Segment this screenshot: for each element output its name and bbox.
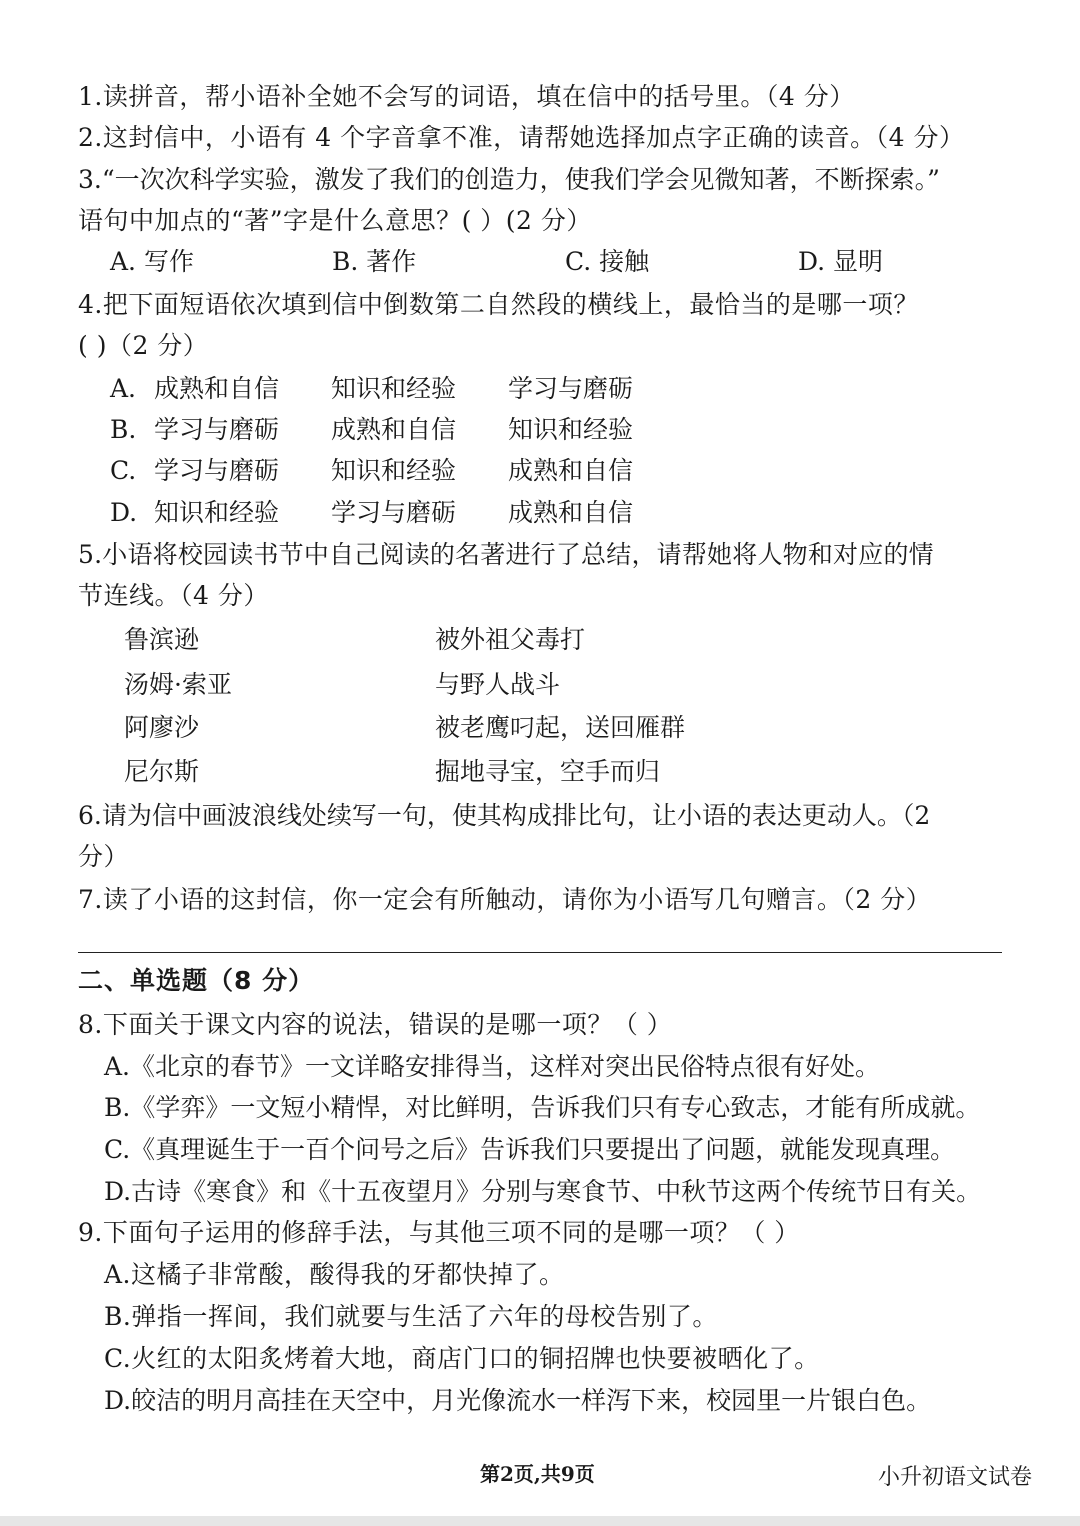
option-label: C. — [110, 456, 137, 485]
option-phrase: 学习与磨砺 — [508, 374, 634, 403]
match-plot: 被老鹰叼起，送回雁群 — [435, 713, 686, 742]
question-2: 2.这封信中，小语有 4 个字音拿不准，请帮她选择加点字正确的读音。（4 分） — [78, 123, 965, 152]
question-6-line2: 分） — [78, 842, 130, 871]
option-phrase: 学习与磨砺 — [154, 415, 280, 444]
match-plot: 掘地寻宝，空手而归 — [435, 757, 661, 786]
match-person: 鲁滨逊 — [124, 625, 200, 654]
option-phrase: 成熟和自信 — [508, 498, 634, 527]
option-phrase: 成熟和自信 — [508, 456, 634, 485]
option-label: A. — [110, 374, 137, 403]
option-phrase: 知识和经验 — [331, 374, 457, 403]
question-3-line1: 3.“一次次科学实验，激发了我们的创造力，使我们学会见微知著，不断探索。” — [78, 165, 940, 194]
option-phrase: 知识和经验 — [331, 456, 457, 485]
question-7: 7.读了小语的这封信，你一定会有所触动，请你为小语写几句赠言。（2 分） — [78, 885, 932, 914]
question-3-option-a: A. 写作 — [110, 247, 194, 276]
question-4-line1: 4.把下面短语依次填到信中倒数第二自然段的横线上，最恰当的是哪一项？ — [78, 290, 919, 319]
question-9-option-d: D.皎洁的明月高挂在天空中，月光像流水一样泻下来，校园里一片银白色。 — [104, 1386, 932, 1415]
question-8-option-c: C.《真理诞生于一百个问号之后》告诉我们只要提出了问题，就能发现真理。 — [104, 1135, 956, 1164]
question-8-option-d: D.古诗《寒食》和《十五夜望月》分别与寒食节、中秋节这两个传统节日有关。 — [104, 1177, 982, 1206]
question-3-option-d: D. 显明 — [798, 247, 884, 276]
question-9-option-a: A.这橘子非常酸，酸得我的牙都快掉了。 — [104, 1260, 565, 1289]
option-phrase: 成熟和自信 — [154, 374, 280, 403]
match-plot: 被外祖父毒打 — [435, 625, 586, 654]
option-phrase: 学习与磨砺 — [331, 498, 457, 527]
page-bottom-edge — [0, 1516, 1080, 1526]
question-8-option-a: A.《北京的春节》一文详略安排得当，这样对突出民俗特点很有好处。 — [104, 1052, 881, 1081]
question-5-line1: 5.小语将校园读书节中自己阅读的名著进行了总结，请帮她将人物和对应的情 — [78, 540, 934, 569]
match-person: 阿廖沙 — [124, 713, 200, 742]
question-9-option-c: C.火红的太阳炙烤着大地，商店门口的铜招牌也快要被晒化了。 — [104, 1344, 820, 1373]
question-3-option-c: C. 接触 — [565, 247, 650, 276]
option-label: D. — [110, 498, 138, 527]
question-8-option-b: B.《学弈》一文短小精悍，对比鲜明，告诉我们只有专心致志，才能有所成就。 — [104, 1093, 981, 1122]
match-plot: 与野人战斗 — [435, 670, 561, 699]
question-6-line1: 6.请为信中画波浪线处续写一句，使其构成排比句，让小语的表达更动人。（2 — [78, 801, 931, 830]
question-9-option-b: B.弹指一挥间，我们就要与生活了六年的母校告别了。 — [104, 1302, 718, 1331]
question-9-stem: 9.下面句子运用的修辞手法，与其他三项不同的是哪一项？（ ） — [78, 1218, 800, 1247]
question-1: 1.读拼音，帮小语补全她不会写的词语，填在信中的括号里。（4 分） — [78, 82, 855, 111]
section-divider — [78, 952, 1002, 953]
question-3-line2: 语句中加点的“著”字是什么意思？( ）(2 分） — [78, 206, 592, 235]
question-5-line2: 节连线。（4 分） — [78, 581, 269, 610]
page-number: 第2页,共9页 — [480, 1462, 595, 1486]
option-phrase: 成熟和自信 — [331, 415, 457, 444]
question-8-stem: 8.下面关于课文内容的说法，错误的是哪一项？（ ） — [78, 1010, 673, 1039]
match-person: 尼尔斯 — [124, 757, 200, 786]
option-phrase: 知识和经验 — [508, 415, 634, 444]
question-4-line2: ( )（2 分） — [78, 331, 209, 360]
option-phrase: 知识和经验 — [154, 498, 280, 527]
exam-name: 小升初语文试卷 — [878, 1465, 1033, 1490]
option-label: B. — [110, 415, 137, 444]
question-3-option-b: B. 著作 — [332, 247, 417, 276]
section-2-title: 二、单选题（8 分） — [78, 966, 315, 995]
match-person: 汤姆·索亚 — [124, 670, 232, 699]
option-phrase: 学习与磨砺 — [154, 456, 280, 485]
